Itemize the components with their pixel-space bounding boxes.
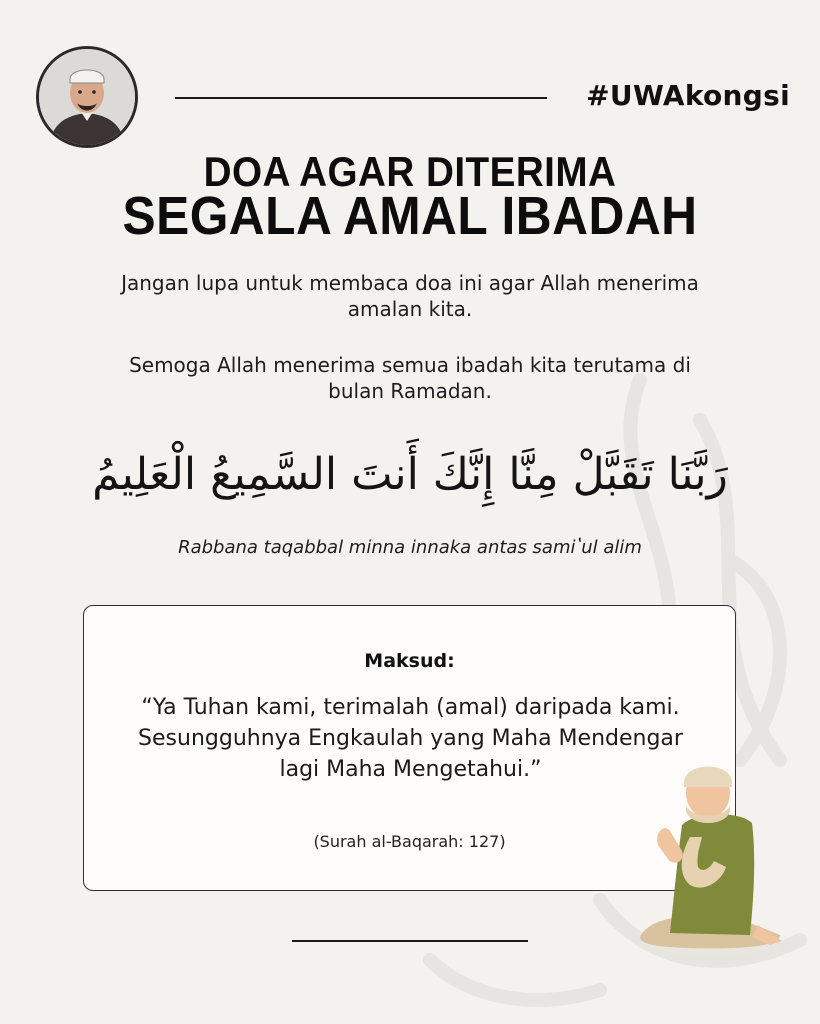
portrait-illustration	[39, 49, 135, 145]
intro-paragraph-1: Jangan lupa untuk membaca doa ini agar Allah menerima amalan kita.	[121, 271, 699, 321]
arabic-doa: رَبَّنَا تَقَبَّلْ مِنَّا إِنَّكَ أَنتَ السَّمِيعُ الْعَلِيمُ	[92, 449, 728, 500]
meaning-label: Maksud:	[364, 650, 455, 672]
hashtag: #UWAkongsi	[586, 79, 790, 112]
praying-man-illustration	[630, 745, 790, 960]
divider-bottom	[292, 940, 528, 942]
surah-reference: (Surah al-Baqarah: 127)	[313, 832, 506, 851]
intro-paragraph-2: Semoga Allah menerima semua ibadah kita terutama di bulan Ramadan.	[129, 353, 691, 403]
meaning-text: “Ya Tuhan kami, terimalah (amal) daripada kami. Sesungguhnya Engkaulah yang Maha Mendengar lagi Maha Mengetahui.”	[138, 695, 683, 782]
title-line-2: SEGALA AMAL IBADAH	[122, 186, 698, 246]
divider-top	[175, 97, 547, 99]
avatar	[36, 46, 138, 148]
transliteration: Rabbana taqabbal minna innaka antas samiʽul alim	[178, 537, 642, 558]
title-line-1: DOA AGAR DITERIMA	[203, 148, 617, 195]
